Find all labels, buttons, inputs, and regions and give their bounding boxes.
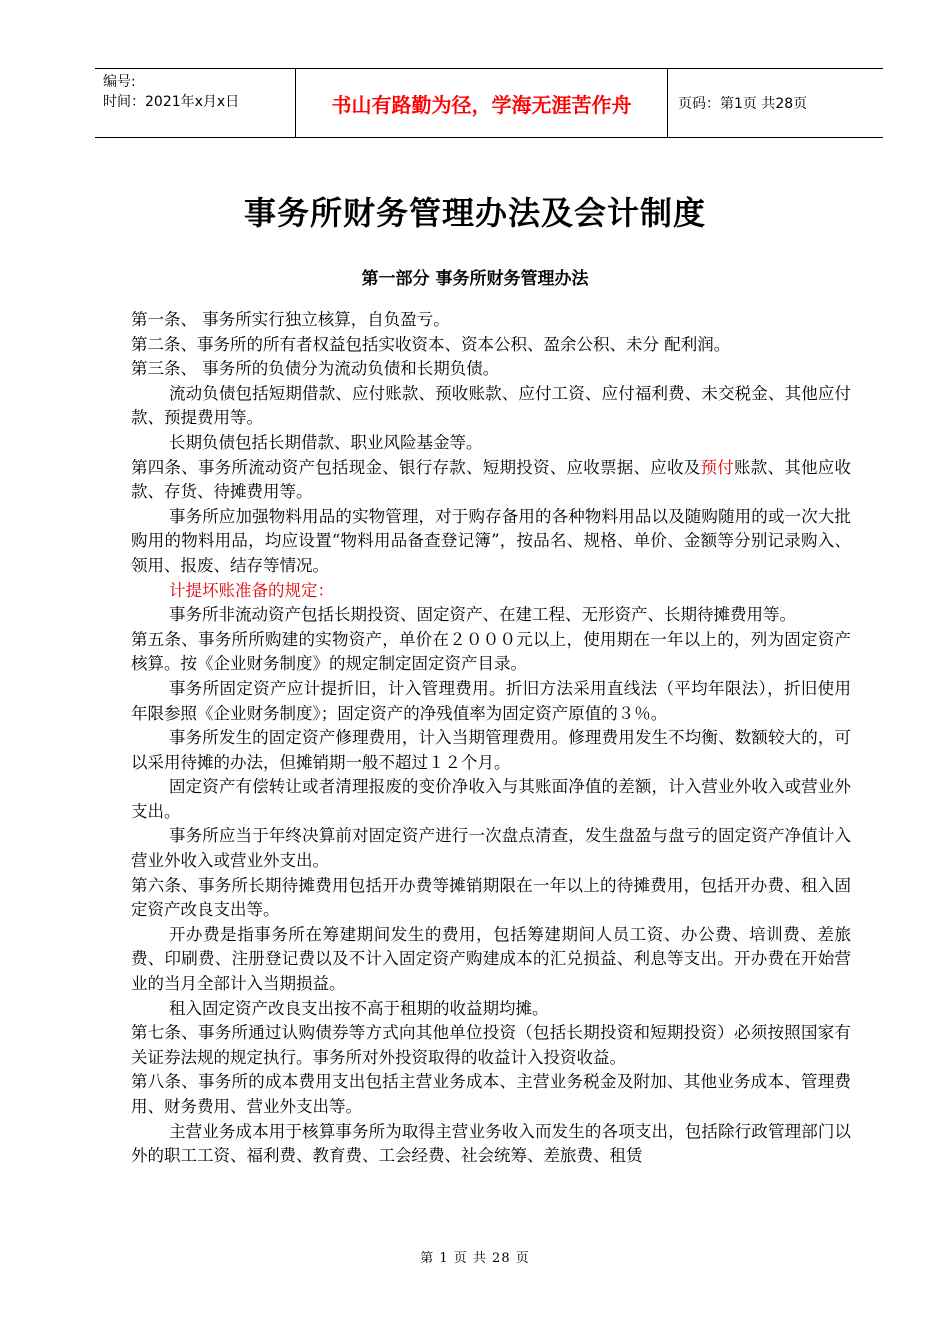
document-number-label: 编号: [103,74,136,90]
paragraph-depreciation: 事务所固定资产应计提折旧，计入管理费用。折旧方法采用直线法（平均年限法），折旧使用年限参照《企业财务制度》；固定资产的净残值率为固定资产原值的３％。 [131,678,851,723]
document-header [95,68,883,138]
paragraph-bad-debt-heading: 计提坏账准备的规定： [168,580,334,600]
paragraph-materials-management: 事务所应加强物料用品的实物管理，对于购存备用的各种物料用品以及随购随用的或一次大批购用的物料用品，均应设置“物料用品备查登记簿”，按品名、规格、单价、金额等分别记录购入、领用、报废、结存等情况。 [131,506,851,575]
paragraph-long-term-liabilities: 长期负债包括长期借款、职业风险基金等。 [168,432,483,452]
paragraph-current-liabilities: 流动负债包括短期借款、应付账款、预收账款、应付工资、应付福利费、未交税金、其他应付款、预提费用等。 [131,383,851,428]
paragraph-article-6: 第六条、事务所长期待摊费用包括开办费等摊销期限在一年以上的待摊费用，包括开办费、租入固定资产改良支出等。 [131,875,851,920]
header-motto-cell [295,69,668,137]
paragraph-asset-disposal: 固定资产有偿转让或者清理报废的变价净收入与其账面净值的差额，计入营业外收入或营业外支出。 [131,777,851,821]
page-footer: 第 1 页 共 28 页 [420,1251,530,1266]
header-page-cell [668,69,883,137]
document-title: 事务所财务管理办法及会计制度 [243,194,706,232]
paragraph-main-business-cost: 主营业务成本用于核算事务所为取得主营业务收入而发生的各项支出，包括除行政管理部门以外的职工工资、福利费、教育费、工会经费、社会统筹、差旅费、租赁 [131,1121,851,1166]
paragraph-article-2: 第二条、事务所的所有者权益包括实收资本、资本公积、盈余公积、未分 配利润。 [131,334,731,354]
paragraph-article-5: 第五条、事务所所购建的实物资产，单价在２０００元以上，使用期在一年以上的，列为固定资产核算。按《企业财务制度》的规定制定固定资产目录。 [131,629,851,674]
article-4-highlight: 预付 [700,457,734,477]
paragraph-startup-costs: 开办费是指事务所在筹建期间发生的费用，包括筹建期间人员工资、办公费、培训费、差旅费、印刷费、注册登记费以及不计入固定资产购建成本的汇兑损益、利息等支出。开办费在开始营业的当月全部计入当期损益。 [131,924,851,994]
header-meta [95,69,295,137]
header-motto: 书山有路勤为径，学海无涯苦作舟 [331,92,632,117]
section-subtitle: 第一部分 事务所财务管理办法 [361,269,589,289]
paragraph-noncurrent-assets: 事务所非流动资产包括长期投资、固定资产、在建工程、无形资产、长期待摊费用等。 [168,605,796,625]
paragraph-article-3: 第三条、 事务所的负债分为流动负债和长期负债。 [131,359,500,379]
header-page-label: 页码：第1页 共28页 [678,96,808,112]
article-4-text-end: 账款、其他应收款、存货、待摊费用等。 [131,457,851,502]
paragraph-article-8: 第八条、事务所的成本费用支出包括主营业务成本、主营业务税金及附加、其他业务成本、管理费用、财务费用、营业外支出等。 [131,1072,851,1116]
article-4-text-start: 第四条、事务所流动资产包括现金、银行存款、短期投资、应收票据、应收及 [131,457,701,477]
paragraph-leasehold-improvements: 租入固定资产改良支出按不高于租期的收益期均摊。 [168,998,549,1018]
paragraph-year-end-inventory: 事务所应当于年终决算前对固定资产进行一次盘点清查，发生盘盈与盘亏的固定资产净值计入营业外收入或营业外支出。 [131,826,851,871]
document-time-label: 时间：2021年x月x日 [103,94,240,110]
paragraph-article-1: 第一条、 事务所实行独立核算，自负盈亏。 [131,310,450,329]
document-body [131,308,851,1169]
paragraph-repair-costs: 事务所发生的固定资产修理费用，计入当期管理费用。修理费用发生不均衡、数额较大的，可以采用待摊的办法，但摊销期一般不超过１２个月。 [131,728,851,772]
paragraph-article-7: 第七条、事务所通过认购债券等方式向其他单位投资（包括长期投资和短期投资）必须按照国家有关证券法规的规定执行。事务所对外投资取得的收益计入投资收益。 [131,1023,851,1067]
paragraph-article-4 [131,456,851,505]
